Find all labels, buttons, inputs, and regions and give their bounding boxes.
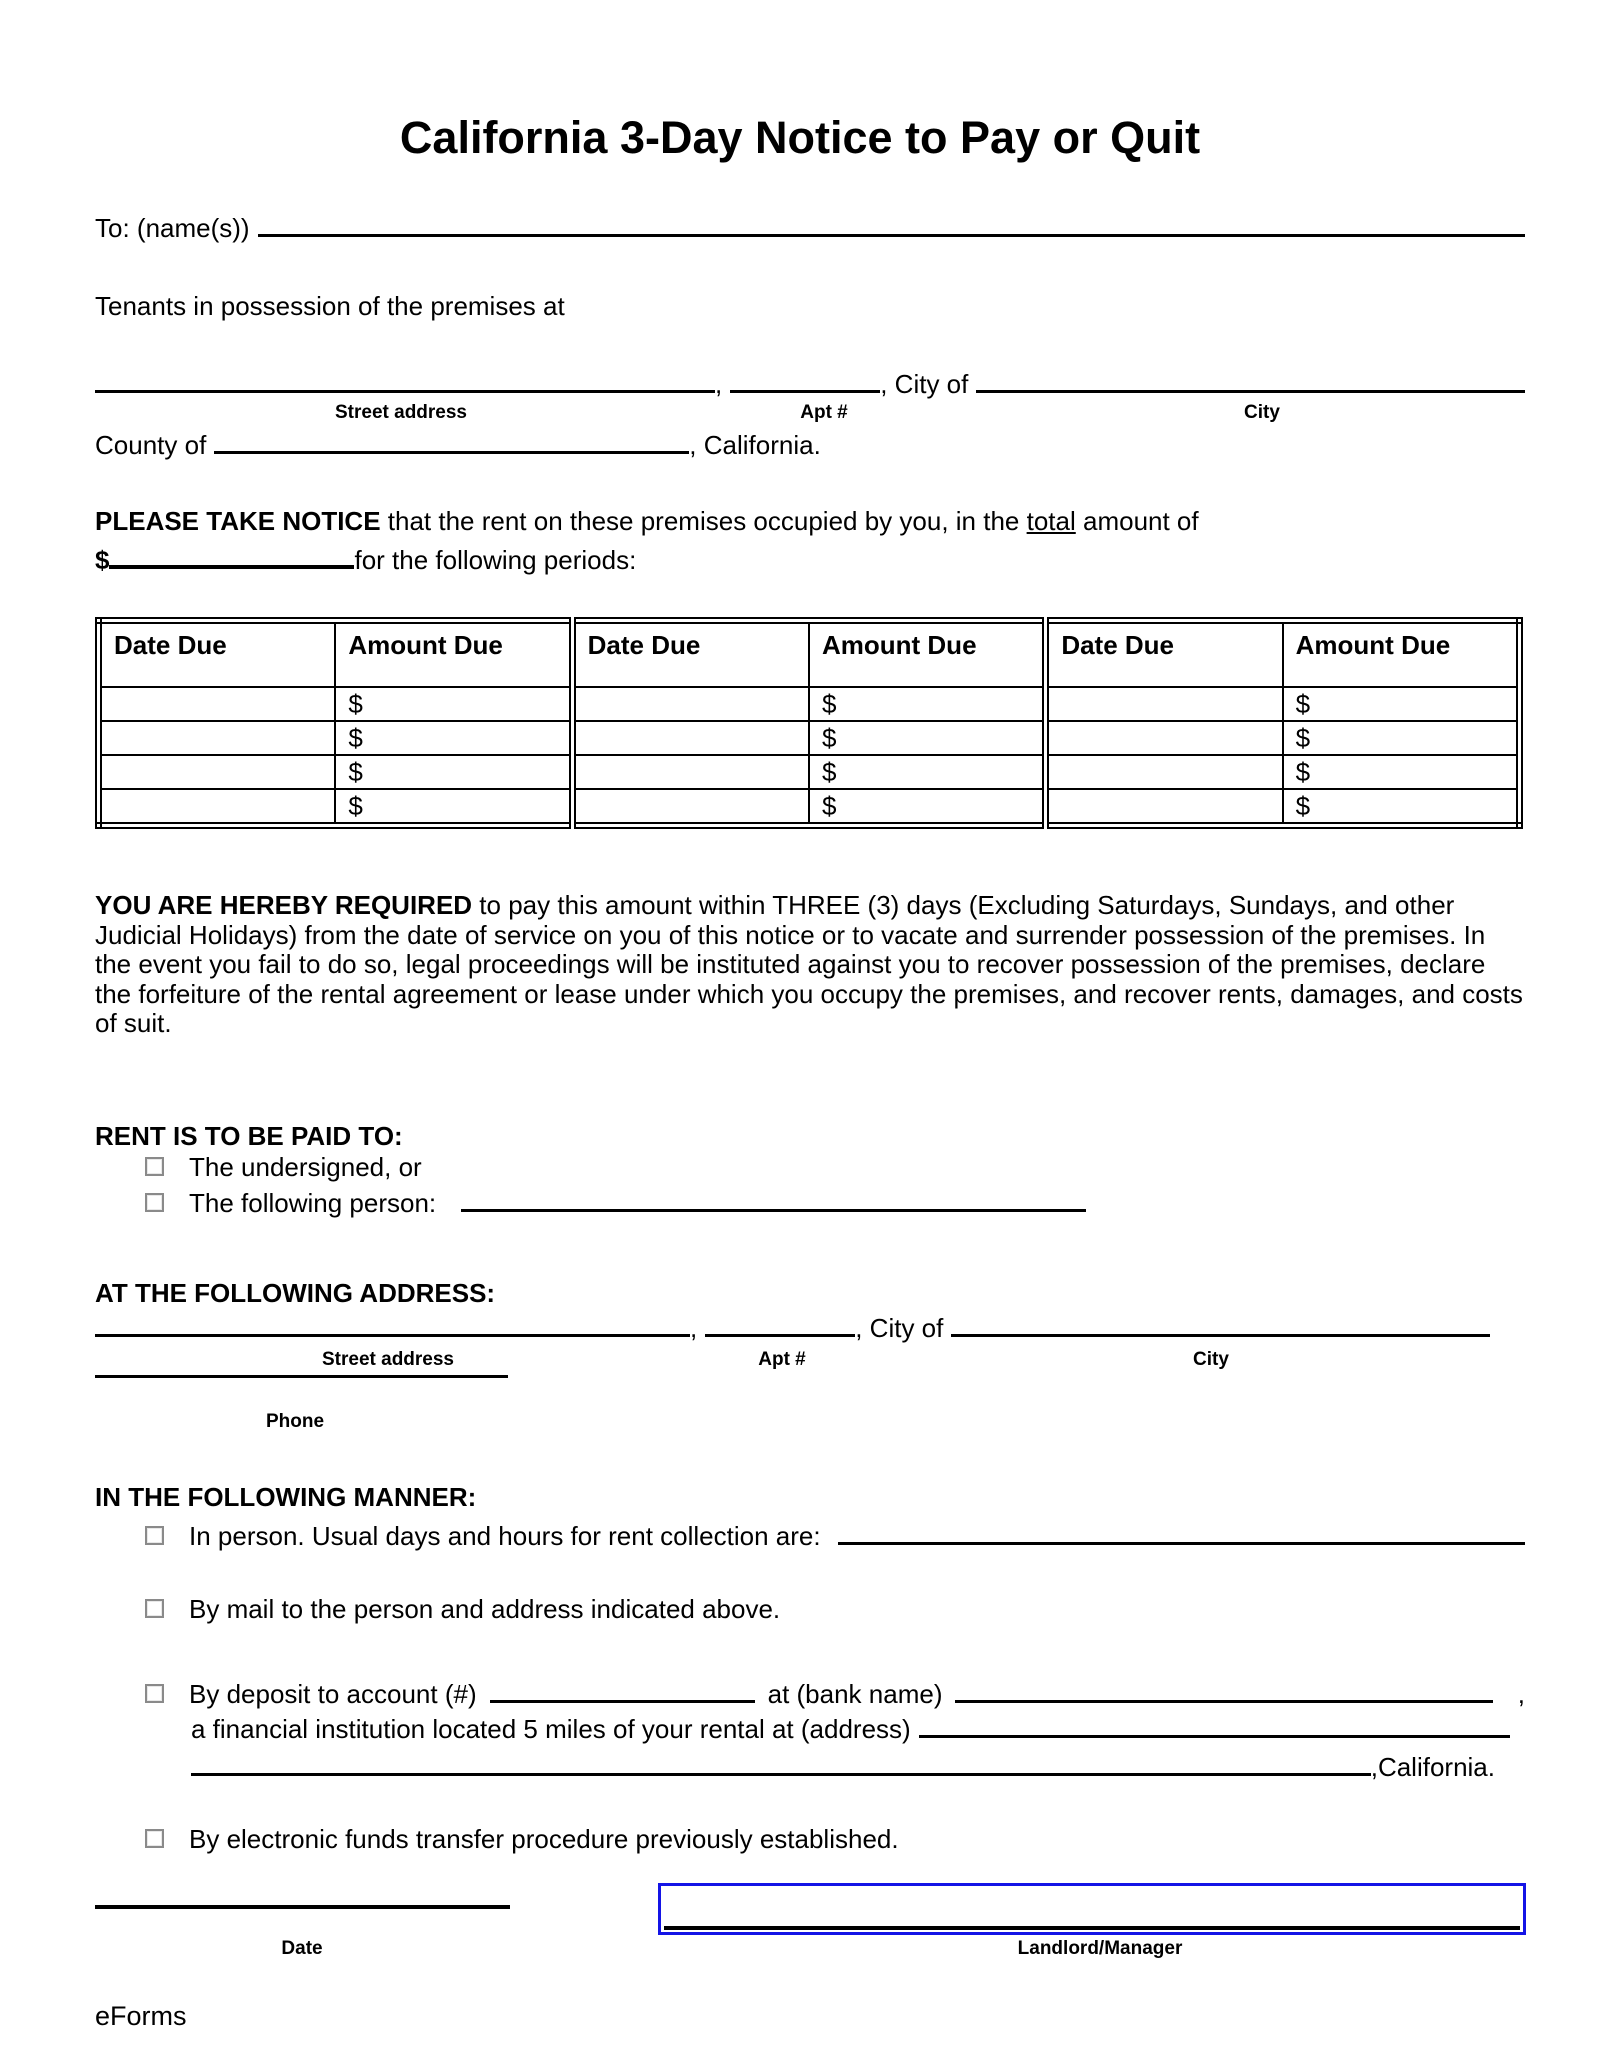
option-undersigned (95, 1152, 1525, 1182)
premises-apt-field[interactable] (730, 388, 880, 393)
notice-line1 (95, 506, 1525, 536)
california-suffix: , California. (689, 430, 821, 460)
date-due-cell[interactable] (572, 755, 809, 789)
col-header-amount-due: Amount Due (335, 621, 572, 688)
county-label: County of (95, 430, 207, 460)
date-due-cell[interactable] (1046, 789, 1283, 826)
option-by-deposit (95, 1679, 1525, 1709)
dollar-sign: $ (95, 545, 110, 575)
notice-line2 (95, 545, 1525, 575)
eforms-logo: eForms (95, 2001, 187, 2031)
notice-line1-a: that the rent on these premises occupied by you, in the (380, 506, 1027, 536)
amount-due-cell[interactable]: $ (809, 755, 1046, 789)
account-number-field[interactable] (490, 1698, 755, 1703)
date-label: Date (281, 1938, 323, 1959)
notice-total-word: total (1026, 506, 1076, 536)
city-label: City (1193, 1349, 1229, 1370)
collection-hours-field[interactable] (838, 1540, 1525, 1545)
total-amount-field[interactable] (109, 563, 354, 569)
required-paragraph (95, 891, 1525, 1039)
city-label: City (1244, 402, 1280, 423)
date-due-cell[interactable] (99, 755, 336, 789)
phone-line (95, 1373, 1525, 1378)
table-header-row (99, 621, 1520, 688)
col-header-amount-due: Amount Due (1283, 621, 1520, 688)
amount-due-cell[interactable]: $ (809, 789, 1046, 826)
apt-label: Apt # (758, 1349, 806, 1370)
eft-checkbox[interactable] (145, 1829, 164, 1848)
county-line (95, 430, 1525, 460)
phone-field[interactable] (95, 1373, 508, 1378)
by-mail-checkbox[interactable] (145, 1599, 164, 1618)
payment-address-line (95, 1313, 1490, 1343)
in-person-label: In person. Usual days and hours for rent collection are: (189, 1521, 821, 1551)
payment-street-field[interactable] (95, 1332, 690, 1337)
table-row (99, 687, 1520, 721)
following-person-checkbox[interactable] (145, 1193, 164, 1212)
notice-bold-lead: PLEASE TAKE NOTICE (95, 506, 381, 536)
amount-due-cell[interactable]: $ (335, 789, 572, 826)
table-row (99, 789, 1520, 826)
to-label: To: (name(s)) (95, 213, 250, 243)
rent-periods-table (95, 617, 1523, 829)
date-due-cell[interactable] (1046, 755, 1283, 789)
page-title: California 3-Day Notice to Pay or Quit (399, 112, 1201, 163)
county-field[interactable] (214, 449, 689, 454)
amount-due-cell[interactable]: $ (1283, 687, 1520, 721)
deposit-line2-label: a financial institution located 5 miles of your rental at (address) (191, 1714, 911, 1744)
apt-label: Apt # (800, 402, 848, 423)
comma: , (715, 369, 723, 399)
date-due-cell[interactable] (1046, 687, 1283, 721)
deposit-line3 (95, 1752, 1495, 1782)
date-due-cell[interactable] (572, 687, 809, 721)
col-header-date-due: Date Due (1046, 621, 1283, 688)
following-person-label: The following person: (189, 1188, 437, 1218)
in-person-checkbox[interactable] (145, 1526, 164, 1545)
rent-paid-to-heading: RENT IS TO BE PAID TO: (95, 1121, 403, 1151)
landlord-signature-field[interactable] (658, 1883, 1526, 1935)
premises-city-field[interactable] (976, 388, 1525, 393)
col-header-date-due: Date Due (572, 621, 809, 688)
to-line (95, 213, 1525, 243)
comma: , (690, 1313, 698, 1343)
col-header-date-due: Date Due (99, 621, 336, 688)
deposit-label-a: By deposit to account (#) (189, 1679, 477, 1709)
eft-label: By electronic funds transfer procedure previously established. (189, 1824, 899, 1854)
person-name-field[interactable] (461, 1207, 1086, 1212)
date-due-cell[interactable] (99, 789, 336, 826)
date-due-cell[interactable] (99, 721, 336, 755)
bank-name-field[interactable] (955, 1698, 1492, 1703)
amount-due-cell[interactable]: $ (1283, 789, 1520, 826)
deposit-california-suffix: ,California. (1370, 1752, 1495, 1782)
amount-due-cell[interactable]: $ (809, 687, 1046, 721)
notice-line1-b: amount of (1075, 506, 1199, 536)
date-due-cell[interactable] (572, 789, 809, 826)
deposit-comma: , (1517, 1679, 1525, 1709)
deposit-line2 (95, 1714, 1510, 1744)
undersigned-label: The undersigned, or (189, 1152, 422, 1182)
payment-city-field[interactable] (951, 1332, 1490, 1337)
signature-underline (664, 1926, 1520, 1930)
amount-due-cell[interactable]: $ (335, 721, 572, 755)
by-mail-label: By mail to the person and address indicated above. (189, 1594, 781, 1624)
col-header-amount-due: Amount Due (809, 621, 1046, 688)
notice-line2-suffix: for the following periods: (354, 545, 637, 575)
date-due-cell[interactable] (572, 721, 809, 755)
city-of-label: , City of (880, 369, 969, 399)
street-address-label: Street address (334, 402, 468, 423)
amount-due-cell[interactable]: $ (335, 755, 572, 789)
date-field[interactable] (95, 1903, 510, 1909)
phone-label: Phone (265, 1411, 325, 1432)
by-deposit-checkbox[interactable] (145, 1684, 164, 1703)
date-due-cell[interactable] (1046, 721, 1283, 755)
option-eft (95, 1824, 1525, 1854)
undersigned-checkbox[interactable] (145, 1157, 164, 1176)
city-of-label: , City of (855, 1313, 944, 1343)
date-due-cell[interactable] (99, 687, 336, 721)
required-bold-lead: YOU ARE HEREBY REQUIRED (95, 890, 473, 920)
deposit-label-b: at (bank name) (767, 1679, 943, 1709)
option-following-person (95, 1188, 1525, 1218)
street-address-label: Street address (321, 1349, 455, 1370)
payment-apt-field[interactable] (705, 1332, 855, 1337)
amount-due-cell[interactable]: $ (1283, 755, 1520, 789)
amount-due-cell[interactable]: $ (335, 687, 572, 721)
option-by-mail (95, 1594, 1525, 1624)
landlord-manager-label: Landlord/Manager (1017, 1938, 1183, 1959)
premises-street-field[interactable] (95, 388, 715, 393)
table-row (99, 721, 1520, 755)
at-address-heading: AT THE FOLLOWING ADDRESS: (95, 1278, 496, 1308)
option-in-person (95, 1521, 1525, 1551)
rental-address-field-2[interactable] (191, 1771, 1371, 1776)
table-row (99, 755, 1520, 789)
tenant-names-field[interactable] (258, 232, 1525, 237)
required-text: to pay this amount within THREE (3) days (Excluding Saturdays, Sundays, and other Judicial Holidays) from the date of service on you of this notice or to vacate and surrender possession of the premises. In the event you fail to do so, legal proceedings will be instituted against you to recover possession of the premises, declare the forfeiture of the rental agreement or lease under which you occupy the premises, and recover rents, damages, and costs of suit. (95, 890, 1523, 1038)
tenants-line: Tenants in possession of the premises at (95, 291, 565, 321)
rental-address-field[interactable] (919, 1733, 1510, 1738)
amount-due-cell[interactable]: $ (1283, 721, 1520, 755)
amount-due-cell[interactable]: $ (809, 721, 1046, 755)
manner-heading: IN THE FOLLOWING MANNER: (95, 1482, 477, 1512)
premises-address-line (95, 369, 1525, 399)
